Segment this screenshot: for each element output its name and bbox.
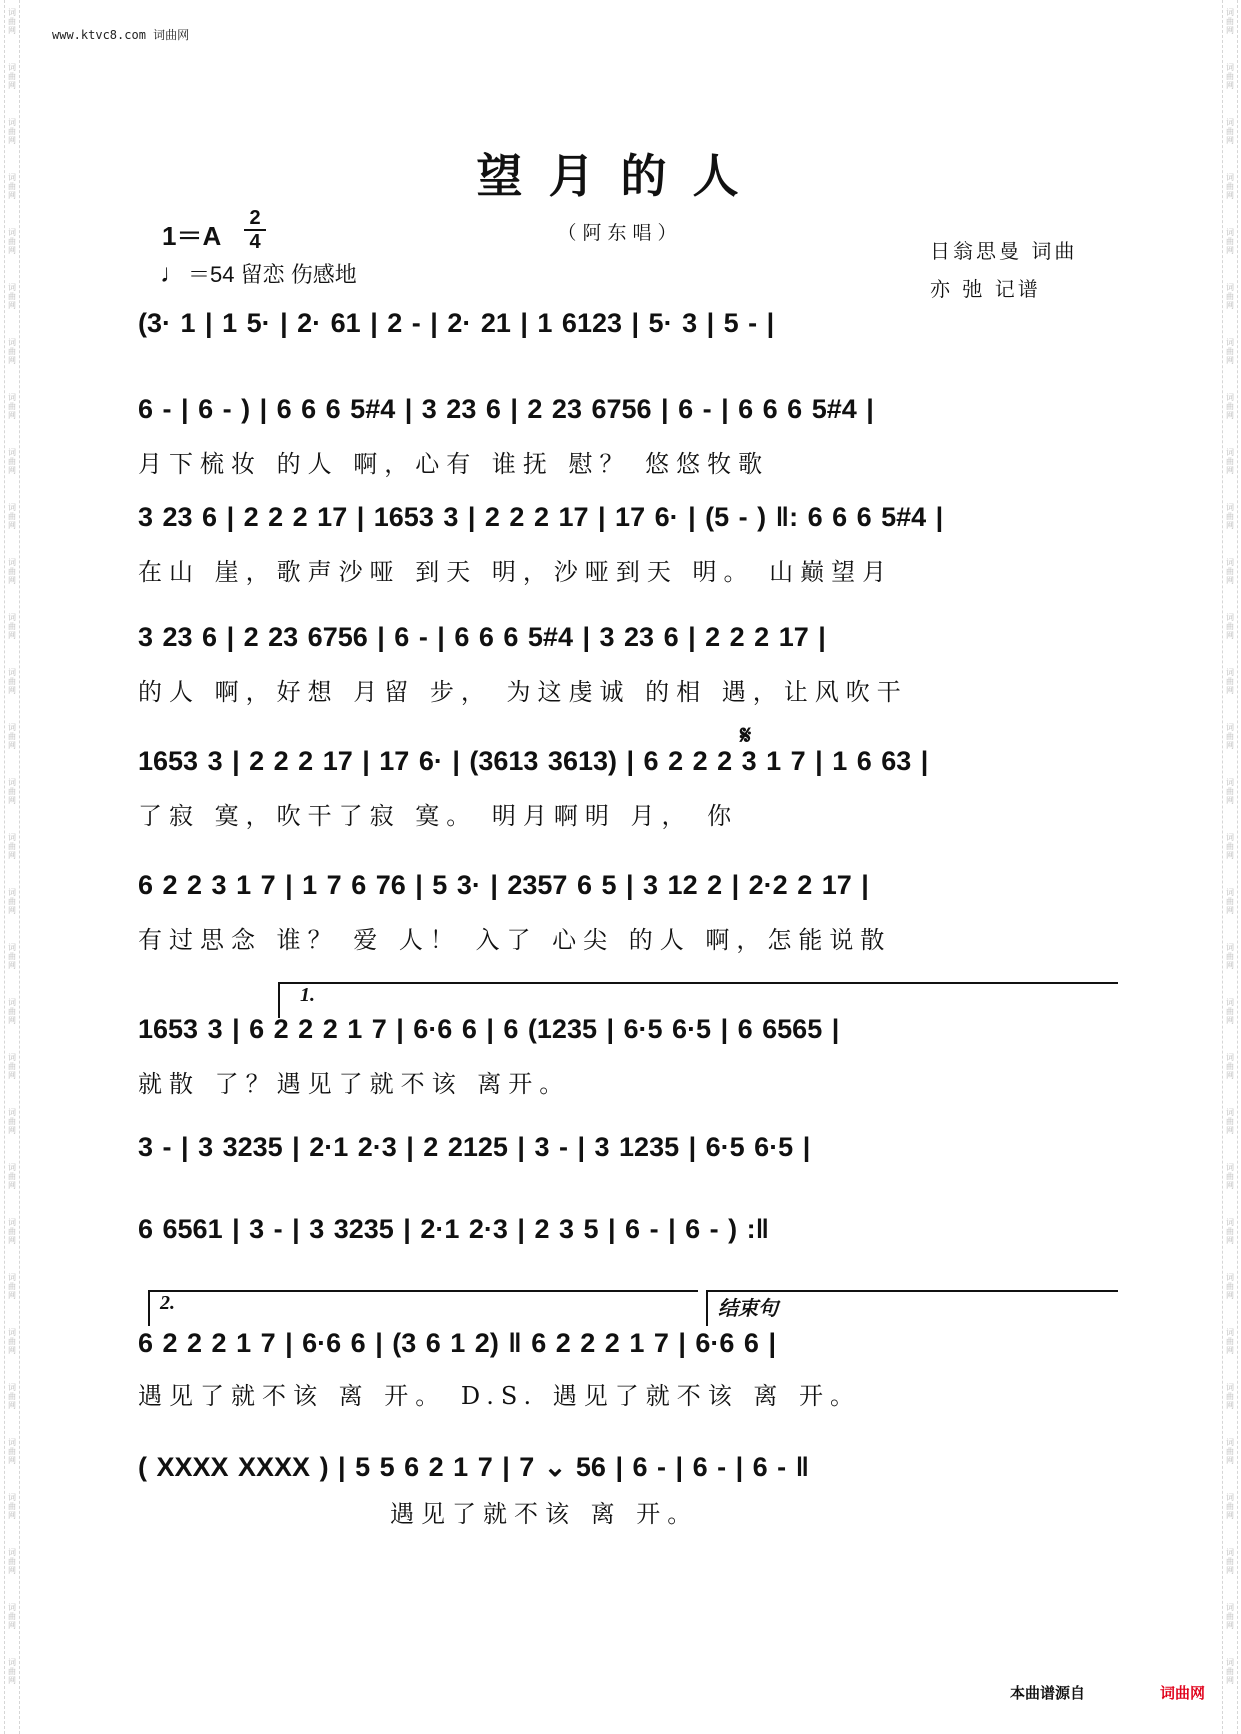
watermark-text: 词曲网 xyxy=(1226,338,1234,365)
segno-sign: 𝄋 xyxy=(740,721,752,751)
watermark-text: 词曲网 xyxy=(1226,1383,1234,1410)
singer: （阿东唱） xyxy=(557,222,683,244)
watermark-text: 词曲网 xyxy=(1226,448,1234,475)
watermark-text: 词曲网 xyxy=(1226,1273,1234,1300)
watermark-text: 词曲网 xyxy=(1226,778,1234,805)
score-line-2: 6 - | 6 - ) | 6 6 6 5#4 | 3 23 6 | 2 23 6756 | 6 - | 6 6 6 5#4 | xyxy=(138,394,874,424)
watermark-text: 词曲网 xyxy=(1226,1218,1234,1245)
watermark-text: 词曲网 xyxy=(8,1603,16,1630)
watermark-text: 词曲网 xyxy=(8,1328,16,1355)
watermark-text: 词曲网 xyxy=(1226,8,1234,35)
transcriber: 亦 弛 记谱 xyxy=(930,277,1041,301)
watermark-text: 词曲网 xyxy=(8,8,16,35)
watermark-text: 词曲网 xyxy=(8,1273,16,1300)
right-watermark-strip xyxy=(1222,0,1238,1734)
watermark-text: 词曲网 xyxy=(8,283,16,310)
time-signature xyxy=(244,208,266,252)
lyric-line-3: 在山 崖，歌声沙哑 到天 明，沙哑到天 明。 山巅望月 xyxy=(138,558,894,586)
watermark-text: 词曲网 xyxy=(8,228,16,255)
watermark-text: 词曲网 xyxy=(8,1548,16,1575)
score-line-9: 6 6561 | 3 - | 3 3235 | 2·1 2·3 | 2 3 5 | 6 - | 6 - ) :‖ xyxy=(138,1214,770,1244)
lyric-line-7: 就散 了？遇见了就不该 离开。 xyxy=(138,1070,571,1098)
watermark-text: 词曲网 xyxy=(8,118,16,145)
score-line-4: 3 23 6 | 2 23 6756 | 6 - | 6 6 6 5#4 | 3 23 6 | 2 2 2 17 | xyxy=(138,622,826,652)
watermark-text: 词曲网 xyxy=(8,63,16,90)
watermark-text: 词曲网 xyxy=(8,393,16,420)
credits xyxy=(930,232,1150,308)
watermark-text: 词曲网 xyxy=(8,778,16,805)
watermark-text: 词曲网 xyxy=(8,1493,16,1520)
watermark-text: 词曲网 xyxy=(1226,1548,1234,1575)
source-label: 本曲谱源自 xyxy=(1010,1685,1086,1702)
key-signature: 1＝A xyxy=(162,221,222,251)
watermark-text: 词曲网 xyxy=(8,503,16,530)
score-line-7: 1653 3 | 6 2 2 2 1 7 | 6·6 6 | 6 (1235 | 6·5 6·5 | 6 6565 | xyxy=(138,1014,840,1044)
watermark-text: 词曲网 xyxy=(8,338,16,365)
watermark-text: 词曲网 xyxy=(8,1053,16,1080)
watermark-text: 词曲网 xyxy=(8,1108,16,1135)
quarter-note-icon: ♩ xyxy=(160,258,186,288)
watermark-text: 词曲网 xyxy=(1226,173,1234,200)
watermark-text: 词曲网 xyxy=(1226,1658,1234,1685)
second-ending-label: 2. xyxy=(160,1292,175,1314)
watermark-text: 词曲网 xyxy=(1226,63,1234,90)
left-watermark-strip xyxy=(4,0,20,1734)
song-title: 望月的人 xyxy=(476,149,765,203)
watermark-text: 词曲网 xyxy=(8,943,16,970)
watermark-text: 词曲网 xyxy=(1226,943,1234,970)
score-line-10: 6 2 2 2 1 7 | 6·6 6 | (3 6 1 2) ‖ 6 2 2 2 1 7 | 6·6 6 | xyxy=(138,1328,777,1358)
lyric-line-11: 遇见了就不该 离 开。 xyxy=(390,1500,699,1528)
watermark-text: 词曲网 xyxy=(8,1658,16,1685)
score-line-3: 3 23 6 | 2 2 2 17 | 1653 3 | 2 2 2 17 | 17 6· | (5 - ) ‖: 6 6 6 5#4 | xyxy=(138,502,944,532)
lyric-line-10: 遇见了就不该 离 开。 D.S. 遇见了就不该 离 开。 xyxy=(138,1382,862,1410)
lyricist-composer: 日翁思曼 词曲 xyxy=(930,239,1078,263)
tempo-marking xyxy=(160,258,357,289)
score-line-5: 1653 3 | 2 2 2 17 | 17 6· | (3613 3613) | 6 2 2 2 3 1 7 | 1 6 63 | xyxy=(138,746,929,776)
watermark-text: 词曲网 xyxy=(8,833,16,860)
watermark-text: 词曲网 xyxy=(8,1438,16,1465)
score-line-8: 3 - | 3 3235 | 2·1 2·3 | 2 2125 | 3 - | 3 1235 | 6·5 6·5 | xyxy=(138,1132,811,1162)
watermark-text: 词曲网 xyxy=(1226,558,1234,585)
tempo-text: ＝54 留恋 伤感地 xyxy=(188,262,357,287)
watermark-text: 词曲网 xyxy=(1226,228,1234,255)
watermark-text: 词曲网 xyxy=(1226,723,1234,750)
watermark-text: 词曲网 xyxy=(1226,503,1234,530)
watermark-text: 词曲网 xyxy=(8,1218,16,1245)
watermark-text: 词曲网 xyxy=(8,668,16,695)
watermark-text: 词曲网 xyxy=(1226,393,1234,420)
watermark-text: 词曲网 xyxy=(8,998,16,1025)
watermark-text: 词曲网 xyxy=(1226,833,1234,860)
lyric-line-5: 了寂 寞，吹干了寂 寞。 明月啊明 月， 你 xyxy=(138,802,739,830)
watermark-text: 词曲网 xyxy=(1226,1108,1234,1135)
score-line-1: (3· 1 | 1 5· | 2· 61 | 2 - | 2· 21 | 1 6123 | 5· 3 | 5 - | xyxy=(138,308,775,338)
watermark-text: 词曲网 xyxy=(8,888,16,915)
lyric-line-4: 的人 啊，好想 月留 步， 为这虔诚 的相 遇，让风吹干 xyxy=(138,678,908,706)
watermark-text: 词曲网 xyxy=(1226,1603,1234,1630)
second-ending-bracket xyxy=(148,1290,698,1326)
watermark-text: 词曲网 xyxy=(8,558,16,585)
watermark-text: 词曲网 xyxy=(8,173,16,200)
watermark-text: 词曲网 xyxy=(1226,613,1234,640)
watermark-text: 词曲网 xyxy=(1226,668,1234,695)
watermark-text: 词曲网 xyxy=(8,448,16,475)
watermark-text: 词曲网 xyxy=(1226,1493,1234,1520)
watermark-text: 词曲网 xyxy=(1226,1053,1234,1080)
watermark-text: 词曲网 xyxy=(1226,1328,1234,1355)
score-line-11: ( XXXX XXXX ) | 5 5 6 2 1 7 | 7 ⌄ 56 | 6 - | 6 - | 6 - ‖ xyxy=(138,1452,810,1482)
meter-bottom: 4 xyxy=(249,231,261,253)
watermark-text: 词曲网 xyxy=(1226,118,1234,145)
first-ending-label: 1. xyxy=(300,984,315,1006)
watermark-text: 词曲网 xyxy=(1226,1163,1234,1190)
watermark-text: 词曲网 xyxy=(1226,998,1234,1025)
coda-label: 结束句 xyxy=(718,1298,778,1320)
meter-top: 2 xyxy=(249,207,261,229)
source-site-link[interactable]: 词曲网 xyxy=(1160,1685,1206,1702)
lyric-line-2: 月下梳妆 的人 啊，心有 谁抚 慰？ 悠悠牧歌 xyxy=(138,450,770,478)
watermark-text: 词曲网 xyxy=(1226,1438,1234,1465)
first-ending-bracket xyxy=(278,982,1118,1018)
watermark-text: 词曲网 xyxy=(8,613,16,640)
lyric-line-6: 有过思念 谁？ 爱 人！ 入了 心尖 的人 啊，怎能说散 xyxy=(138,926,892,954)
score-line-6: 6 2 2 3 1 7 | 1 7 6 76 | 5 3· | 2357 6 5 | 3 12 2 | 2·2 2 17 | xyxy=(138,870,869,900)
watermark-text: 词曲网 xyxy=(8,1383,16,1410)
watermark-text: 词曲网 xyxy=(8,1163,16,1190)
site-url: www.ktvc8.com 词曲网 xyxy=(52,28,190,42)
watermark-text: 词曲网 xyxy=(1226,888,1234,915)
watermark-text: 词曲网 xyxy=(1226,283,1234,310)
watermark-text: 词曲网 xyxy=(8,723,16,750)
